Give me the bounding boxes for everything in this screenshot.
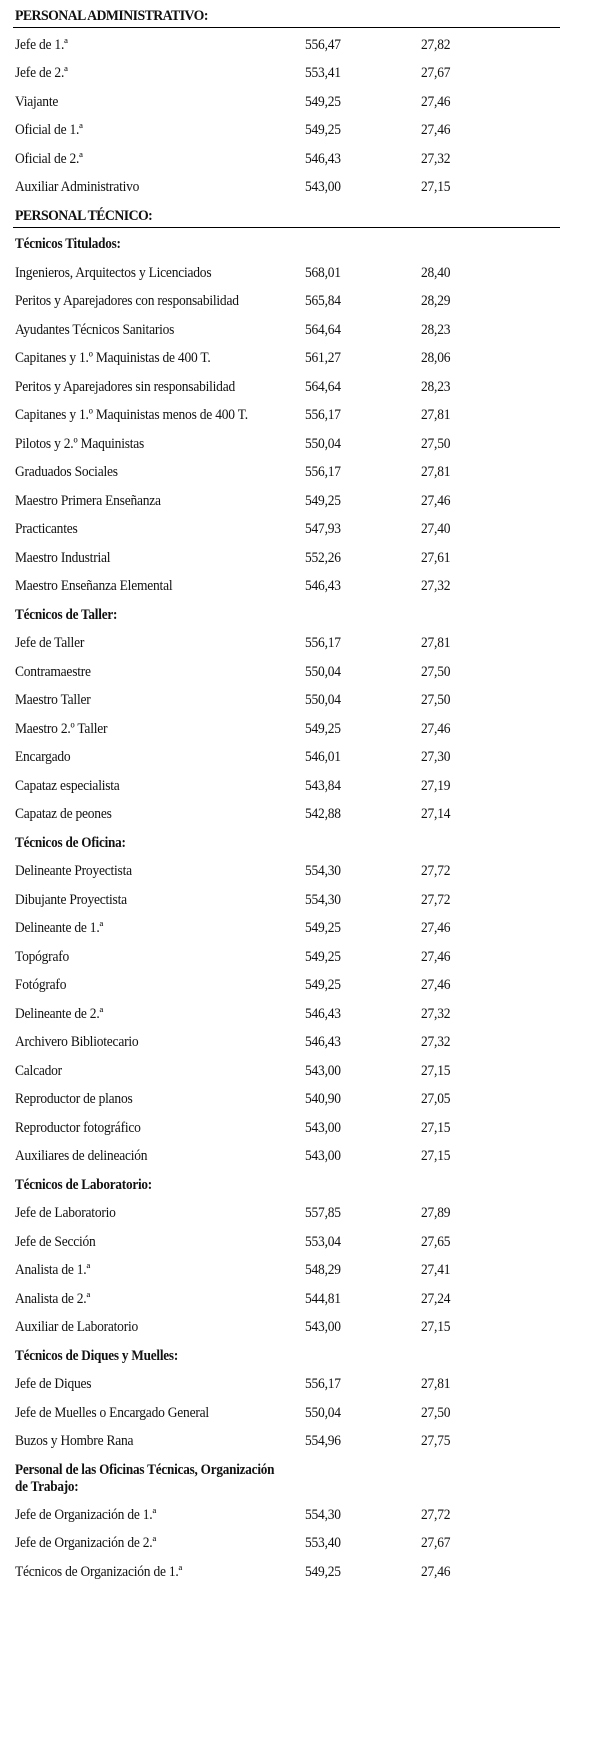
table-row — [0, 1029, 600, 1059]
table-row — [0, 545, 600, 575]
row-value-1: 561,27 — [305, 350, 341, 366]
row-value-2: 27,82 — [421, 36, 451, 53]
row-label: Maestro Taller — [15, 692, 91, 708]
row-value-2: 27,46 — [421, 1563, 451, 1580]
row-label: Delineante Proyectista — [15, 863, 132, 879]
row-value-2: 27,67 — [421, 1535, 451, 1551]
row-value-1: 549,25 — [305, 122, 341, 138]
row-value-2: 27,46 — [421, 93, 451, 110]
row-value-1: 553,40 — [305, 1535, 341, 1551]
row-value-1: 543,00 — [305, 1119, 341, 1136]
row-label: Viajante — [15, 93, 59, 110]
row-value-2: 27,41 — [421, 1262, 451, 1278]
row-value-1: 543,00 — [305, 1148, 341, 1164]
row-label: Maestro Industrial — [15, 549, 111, 566]
row-value-2: 27,32 — [421, 1005, 451, 1022]
row-value-1: 549,25 — [305, 720, 341, 737]
row-value-2: 27,89 — [421, 1205, 451, 1221]
row-label: Reproductor de planos — [15, 1091, 133, 1107]
row-value-2: 27,81 — [421, 464, 451, 480]
row-value-2: 28,29 — [421, 293, 451, 309]
row-label: Jefe de 2.ª — [15, 65, 68, 81]
row-value-1: 564,64 — [305, 321, 341, 338]
row-label: Maestro 2.º Taller — [15, 720, 108, 737]
row-label: Jefe de Sección — [15, 1233, 96, 1250]
row-label: Técnicos Titulados: — [15, 236, 121, 252]
row-value-2: 28,40 — [421, 264, 451, 281]
row-value-2: 27,15 — [421, 1062, 451, 1079]
table-row — [0, 1530, 600, 1560]
row-value-1: 556,17 — [305, 464, 341, 480]
subsection-heading — [0, 830, 600, 860]
table-row — [0, 1371, 600, 1401]
row-value-1: 552,26 — [305, 549, 341, 566]
table-row — [0, 117, 600, 147]
row-value-2: 27,30 — [421, 749, 451, 765]
row-label: Capataz de peones — [15, 806, 112, 822]
row-value-1: 549,25 — [305, 948, 341, 965]
table-row — [0, 174, 600, 204]
row-value-1: 550,04 — [305, 1404, 341, 1421]
table-row — [0, 1257, 600, 1287]
row-value-2: 27,81 — [421, 1376, 451, 1392]
row-label: Ingenieros, Arquitectos y Licenciados — [15, 264, 212, 281]
row-value-1: 544,81 — [305, 1290, 341, 1307]
row-value-1: 543,00 — [305, 1062, 341, 1079]
row-value-2: 27,05 — [421, 1091, 451, 1107]
row-value-2: 27,72 — [421, 863, 451, 879]
table-row — [0, 1559, 600, 1589]
row-value-1: 549,25 — [305, 492, 341, 509]
table-row — [0, 260, 600, 290]
row-label: Técnicos de Oficina: — [15, 834, 126, 851]
row-label: Capataz especialista — [15, 777, 120, 794]
table-row — [0, 1400, 600, 1430]
row-value-2: 27,40 — [421, 521, 451, 537]
row-value-2: 27,46 — [421, 492, 451, 509]
table-row — [0, 1428, 600, 1458]
table-row — [0, 801, 600, 831]
row-value-2: 27,72 — [421, 891, 451, 908]
row-value-1: 546,43 — [305, 578, 341, 594]
row-value-2: 27,46 — [421, 920, 451, 936]
row-value-1: 549,25 — [305, 920, 341, 936]
row-value-1: 540,90 — [305, 1091, 341, 1107]
row-value-2: 27,24 — [421, 1290, 451, 1307]
row-label: Analista de 2.ª — [15, 1290, 90, 1307]
row-value-1: 554,30 — [305, 863, 341, 879]
row-value-1: 542,88 — [305, 806, 341, 822]
row-label: Peritos y Aparejadores con responsabilidad — [15, 293, 239, 309]
row-label: Capitanes y 1.º Maquinistas de 400 T. — [15, 350, 211, 366]
row-label: Fotógrafo — [15, 977, 67, 993]
row-value-2: 27,32 — [421, 1034, 451, 1050]
row-label: Archivero Bibliotecario — [15, 1034, 139, 1050]
row-label: Calcador — [15, 1062, 62, 1079]
row-value-2: 27,50 — [421, 663, 451, 680]
row-value-2: 27,46 — [421, 720, 451, 737]
table-row — [0, 516, 600, 546]
row-label: Personal de las Oficinas Técnicas, Organización — [15, 1461, 275, 1478]
row-label: Delineante de 2.ª — [15, 1005, 103, 1022]
table-row — [0, 1286, 600, 1316]
row-label: Peritos y Aparejadores sin responsabilidad — [15, 378, 236, 395]
table-row — [0, 374, 600, 404]
table-row — [0, 887, 600, 917]
table-row — [0, 944, 600, 974]
row-label: Técnicos de Organización de 1.ª — [15, 1563, 183, 1580]
row-label: Oficial de 1.ª — [15, 122, 83, 138]
row-value-1: 554,30 — [305, 1506, 341, 1523]
row-value-1: 543,00 — [305, 179, 341, 195]
row-value-2: 27,81 — [421, 407, 451, 423]
row-label: Pilotos y 2.º Maquinistas — [15, 435, 145, 452]
row-value-2: 27,46 — [421, 122, 451, 138]
row-label: de Trabajo: — [15, 1478, 79, 1495]
subsection-heading-continued — [0, 1477, 600, 1499]
row-value-1: 568,01 — [305, 264, 341, 281]
table-row — [0, 1086, 600, 1116]
row-value-1: 556,47 — [305, 36, 341, 53]
row-label: Oficial de 2.ª — [15, 150, 83, 167]
row-value-1: 556,17 — [305, 407, 341, 423]
row-label: Auxiliares de delineación — [15, 1148, 148, 1164]
row-value-1: 550,04 — [305, 663, 341, 680]
row-label: Maestro Primera Enseñanza — [15, 492, 161, 509]
row-label: Técnicos de Diques y Muelles: — [15, 1347, 179, 1364]
row-value-1: 550,04 — [305, 435, 341, 452]
row-value-2: 27,46 — [421, 948, 451, 965]
row-value-2: 27,72 — [421, 1506, 451, 1523]
row-value-2: 27,15 — [421, 1119, 451, 1136]
table-row — [0, 60, 600, 90]
row-value-1: 546,43 — [305, 1005, 341, 1022]
row-value-2: 27,15 — [421, 1148, 451, 1164]
table-row — [0, 1143, 600, 1173]
row-value-1: 554,30 — [305, 891, 341, 908]
table-row — [0, 1314, 600, 1344]
row-label: Jefe de 1.ª — [15, 36, 68, 53]
table-row — [0, 1115, 600, 1145]
row-value-1: 550,04 — [305, 692, 341, 708]
table-row — [0, 687, 600, 717]
table-row — [0, 573, 600, 603]
row-value-2: 27,75 — [421, 1433, 451, 1449]
row-label: PERSONAL TÉCNICO: — [15, 207, 153, 224]
row-value-2: 27,50 — [421, 1404, 451, 1421]
table-row — [0, 744, 600, 774]
row-value-1: 549,25 — [305, 977, 341, 993]
row-value-1: 553,04 — [305, 1233, 341, 1250]
row-value-2: 27,61 — [421, 549, 451, 566]
table-row — [0, 317, 600, 347]
row-label: Técnicos de Taller: — [15, 606, 118, 623]
subsection-heading — [0, 1172, 600, 1202]
subsection-heading — [0, 1343, 600, 1373]
row-label: Auxiliar de Laboratorio — [15, 1319, 139, 1335]
table-row — [0, 488, 600, 518]
row-value-1: 565,84 — [305, 293, 341, 309]
row-value-2: 28,06 — [421, 350, 451, 366]
row-value-2: 28,23 — [421, 321, 451, 338]
row-value-1: 546,43 — [305, 1034, 341, 1050]
section-heading — [0, 3, 600, 33]
table-row — [0, 1200, 600, 1230]
subsection-heading — [0, 231, 600, 261]
row-label: Dibujante Proyectista — [15, 891, 127, 908]
section-heading — [0, 203, 600, 233]
row-label: Analista de 1.ª — [15, 1262, 90, 1278]
row-value-1: 556,17 — [305, 635, 341, 651]
subsection-heading — [0, 602, 600, 632]
row-value-1: 543,00 — [305, 1319, 341, 1335]
row-label: Jefe de Muelles o Encargado General — [15, 1404, 209, 1421]
row-label: Jefe de Organización de 1.ª — [15, 1506, 156, 1523]
row-label: Graduados Sociales — [15, 464, 118, 480]
row-value-1: 546,01 — [305, 749, 341, 765]
row-label: Topógrafo — [15, 948, 70, 965]
row-label: Jefe de Diques — [15, 1376, 92, 1392]
table-row — [0, 1502, 600, 1532]
row-value-2: 27,50 — [421, 692, 451, 708]
table-row — [0, 89, 600, 119]
table-row — [0, 630, 600, 660]
row-value-1: 556,17 — [305, 1376, 341, 1392]
row-label: Auxiliar Administrativo — [15, 179, 140, 195]
table-row — [0, 659, 600, 689]
row-value-2: 27,15 — [421, 179, 451, 195]
row-value-2: 27,46 — [421, 977, 451, 993]
row-label: Jefe de Organización de 2.ª — [15, 1535, 156, 1551]
row-label: Técnicos de Laboratorio: — [15, 1176, 152, 1193]
row-value-2: 27,32 — [421, 578, 451, 594]
table-row — [0, 858, 600, 888]
table-row — [0, 1229, 600, 1259]
row-label: Delineante de 1.ª — [15, 920, 103, 936]
row-value-1: 548,29 — [305, 1262, 341, 1278]
row-value-2: 27,14 — [421, 806, 451, 822]
row-value-1: 557,85 — [305, 1205, 341, 1221]
row-label: Buzos y Hombre Rana — [15, 1433, 134, 1449]
table-row — [0, 1001, 600, 1031]
row-value-1: 547,93 — [305, 521, 341, 537]
table-row — [0, 972, 600, 1002]
row-value-1: 546,43 — [305, 150, 341, 167]
row-value-1: 554,96 — [305, 1433, 341, 1449]
row-value-1: 543,84 — [305, 777, 341, 794]
row-value-2: 27,65 — [421, 1233, 451, 1250]
row-label: Maestro Enseñanza Elemental — [15, 578, 173, 594]
table-row — [0, 773, 600, 803]
row-value-1: 564,64 — [305, 378, 341, 395]
row-value-2: 27,50 — [421, 435, 451, 452]
row-value-2: 27,19 — [421, 777, 451, 794]
row-value-1: 553,41 — [305, 65, 341, 81]
row-label: PERSONAL ADMINISTRATIVO: — [15, 8, 208, 24]
row-label: Practicantes — [15, 521, 78, 537]
table-row — [0, 459, 600, 489]
row-label: Capitanes y 1.º Maquinistas menos de 400 T. — [15, 407, 248, 423]
row-value-1: 549,25 — [305, 1563, 341, 1580]
table-row — [0, 402, 600, 432]
row-label: Jefe de Taller — [15, 635, 85, 651]
row-label: Reproductor fotográfico — [15, 1119, 141, 1136]
row-value-2: 28,23 — [421, 378, 451, 395]
table-row — [0, 146, 600, 176]
row-label: Ayudantes Técnicos Sanitarios — [15, 321, 175, 338]
table-row — [0, 288, 600, 318]
row-label: Contramaestre — [15, 663, 91, 680]
row-value-2: 27,81 — [421, 635, 451, 651]
row-value-1: 549,25 — [305, 93, 341, 110]
table-row — [0, 345, 600, 375]
table-row — [0, 915, 600, 945]
row-value-2: 27,67 — [421, 65, 451, 81]
row-label: Encargado — [15, 749, 71, 765]
table-row — [0, 32, 600, 62]
row-value-2: 27,15 — [421, 1319, 451, 1335]
table-row — [0, 1058, 600, 1088]
row-value-2: 27,32 — [421, 150, 451, 167]
table-row — [0, 431, 600, 461]
row-label: Jefe de Laboratorio — [15, 1205, 116, 1221]
table-row — [0, 716, 600, 746]
